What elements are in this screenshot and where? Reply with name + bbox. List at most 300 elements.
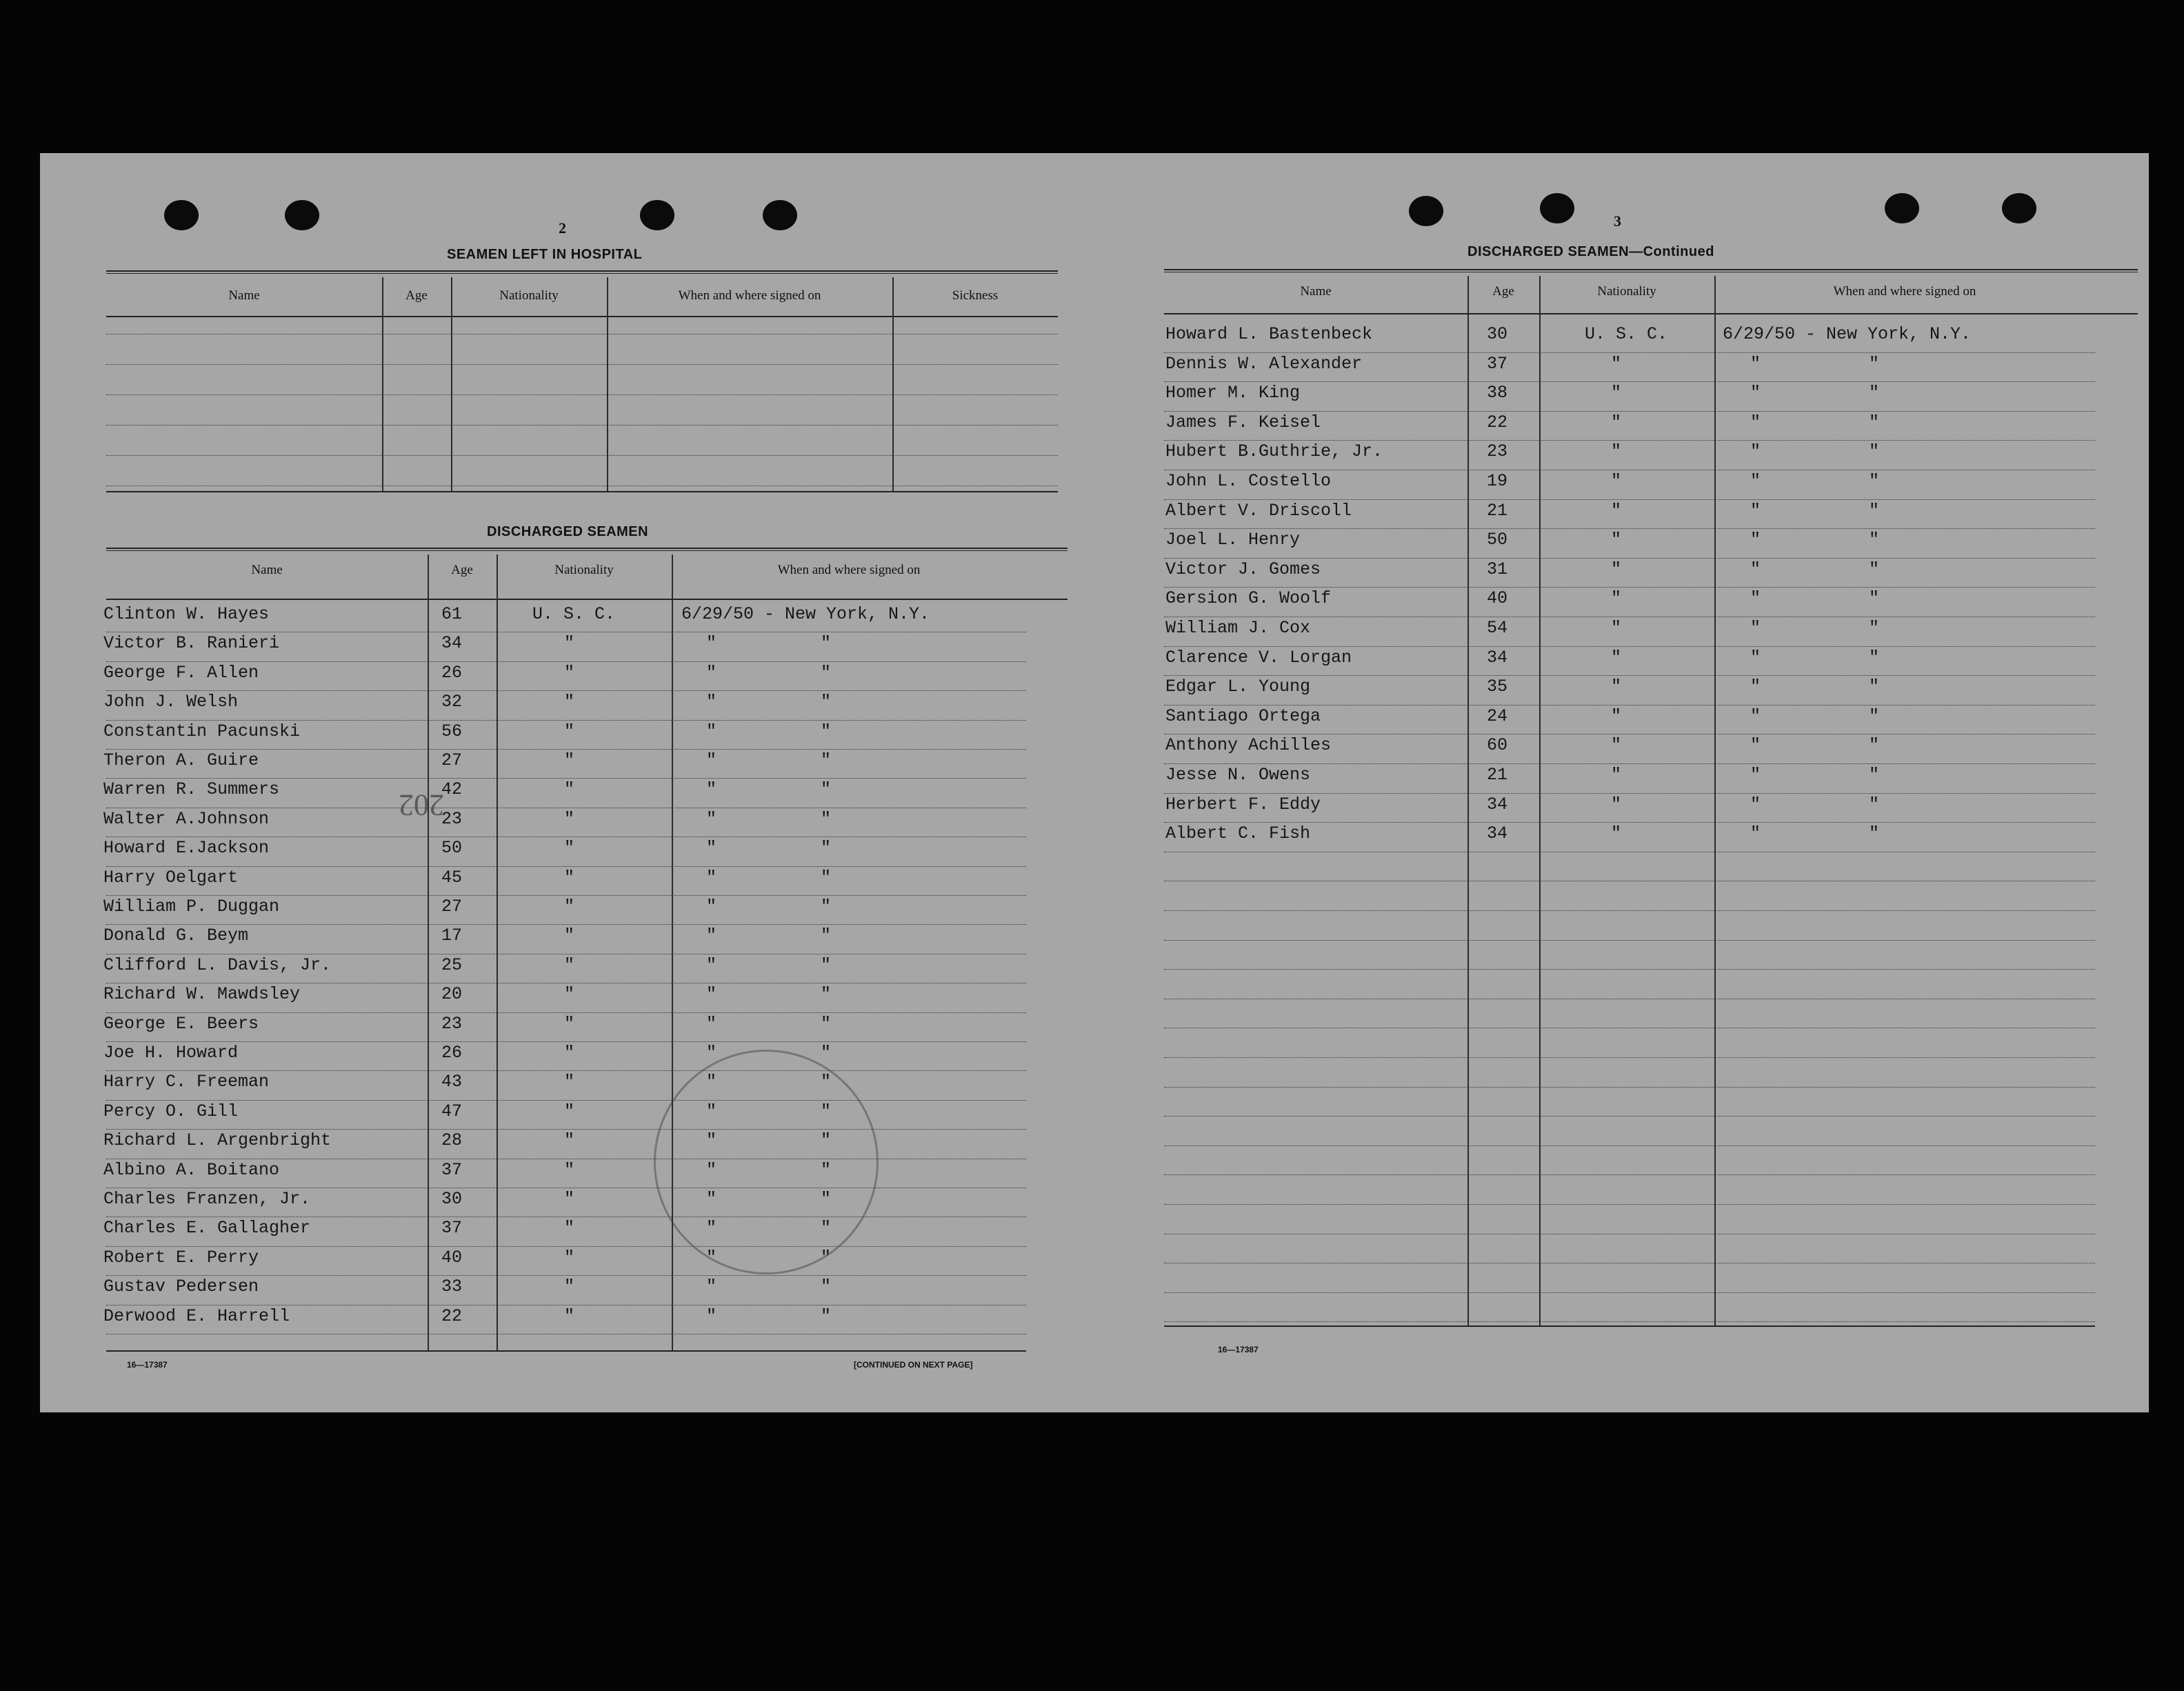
signed-on-place: " [1869, 471, 1880, 491]
signed-on: " [1750, 500, 1761, 521]
seaman-name: Howard L. Bastenbeck [1165, 324, 1373, 344]
seaman-age: 23 [441, 1013, 463, 1034]
row-line [106, 394, 1058, 395]
column-divider [672, 554, 673, 1350]
signed-on-place: " [821, 1218, 832, 1239]
seaman-name: Charles E. Gallagher [103, 1218, 311, 1239]
seaman-name: Dennis W. Alexander [1165, 353, 1363, 374]
page-number: 3 [1614, 212, 1621, 230]
signed-on: " [1750, 353, 1761, 374]
seaman-age: 50 [1487, 530, 1508, 550]
seaman-nationality: " [1611, 823, 1622, 844]
row-line [106, 924, 1026, 925]
seaman-age: 42 [441, 779, 463, 800]
signed-on-place: " [821, 779, 832, 800]
seaman-name: John J. Welsh [103, 692, 239, 712]
seaman-nationality: " [1611, 588, 1622, 609]
signed-on-place: " [821, 808, 832, 829]
seaman-age: 61 [441, 604, 463, 624]
signed-on: " [1750, 412, 1761, 432]
seaman-name: Albino A. Boitano [103, 1159, 280, 1180]
seaman-age: 50 [441, 838, 463, 859]
seaman-name: Clifford L. Davis, Jr. [103, 954, 332, 975]
seaman-name: Victor B. Ranieri [103, 633, 280, 654]
table-bottom-rule [106, 1350, 1026, 1352]
table-bottom-rule [1164, 1325, 2095, 1327]
signed-on-place: " [821, 721, 832, 741]
table-bottom-rule [106, 491, 1058, 492]
seaman-name: Percy O. Gill [103, 1101, 239, 1121]
seaman-age: 27 [441, 750, 463, 770]
seaman-name: Gustav Pedersen [103, 1277, 259, 1297]
seaman-nationality: " [1611, 559, 1622, 579]
row-line [106, 720, 1026, 721]
signed-on: " [706, 1101, 717, 1121]
column-header-age: Age [1492, 284, 1514, 299]
seaman-name: Albert V. Driscoll [1165, 500, 1352, 521]
seaman-age: 38 [1487, 383, 1508, 403]
seaman-nationality: U. S. C. [532, 604, 616, 624]
signed-on-place: " [821, 692, 832, 712]
signed-on-place: " [1869, 588, 1880, 609]
seaman-name: Joel L. Henry [1165, 530, 1301, 550]
seaman-nationality: " [564, 925, 575, 946]
seaman-name: Howard E.Jackson [103, 838, 270, 859]
seaman-name: Homer M. King [1165, 383, 1301, 403]
signed-on: " [706, 1189, 717, 1209]
column-header-name: Name [228, 288, 260, 303]
signed-on: " [1750, 618, 1761, 638]
seaman-name: Clarence V. Lorgan [1165, 647, 1352, 668]
row-line [106, 1129, 1026, 1130]
seaman-age: 37 [1487, 353, 1508, 374]
seaman-age: 40 [1487, 588, 1508, 609]
signed-on: " [1750, 530, 1761, 550]
signed-on-place: " [821, 954, 832, 975]
row-line [1164, 1174, 2095, 1175]
stamp-number: 202 [399, 788, 444, 822]
signed-on: " [706, 692, 717, 712]
signed-on-place: " [821, 984, 832, 1005]
column-header-when-where: When and where signed on [1833, 284, 1976, 299]
seaman-nationality: " [564, 867, 575, 888]
seaman-age: 22 [441, 1305, 463, 1326]
row-line [1164, 1145, 2095, 1146]
seaman-age: 33 [441, 1277, 463, 1297]
seaman-age: 21 [1487, 500, 1508, 521]
seaman-name: Harry C. Freeman [103, 1072, 270, 1092]
seaman-age: 31 [1487, 559, 1508, 579]
signed-on-place: " [1869, 383, 1880, 403]
signed-on: " [706, 1072, 717, 1092]
column-divider [1539, 276, 1541, 1325]
page-number: 2 [559, 219, 566, 237]
seaman-nationality: " [564, 779, 575, 800]
signed-on: " [706, 1218, 717, 1239]
signed-on: " [1750, 383, 1761, 403]
column-header-nationality: Nationality [1597, 284, 1656, 299]
row-line [1164, 1321, 2095, 1322]
column-divider [451, 277, 452, 491]
seaman-nationality: " [564, 1218, 575, 1239]
seaman-nationality: " [564, 954, 575, 975]
postmark-stamp [654, 1050, 879, 1274]
signed-on-place: " [1869, 530, 1880, 550]
row-line [106, 1100, 1026, 1101]
seaman-nationality: " [564, 662, 575, 683]
column-divider [497, 554, 498, 1350]
row-line [106, 455, 1058, 456]
signed-on: " [706, 1043, 717, 1063]
discharged-section-title: DISCHARGED SEAMEN [487, 524, 649, 539]
seaman-nationality: " [1611, 383, 1622, 403]
seaman-nationality: " [1611, 441, 1622, 462]
seaman-age: 24 [1487, 706, 1508, 726]
signed-on-place: " [1869, 794, 1880, 814]
row-line [106, 749, 1026, 750]
column-header-sickness: Sickness [952, 288, 999, 303]
header-rule [106, 270, 1058, 274]
row-line [106, 866, 1026, 867]
signed-on-place: " [821, 897, 832, 917]
seaman-name: Richard L. Argenbright [103, 1130, 332, 1151]
signed-on: " [706, 1277, 717, 1297]
signed-on-place: " [1869, 647, 1880, 668]
seaman-age: 34 [441, 633, 463, 654]
seaman-nationality: " [1611, 647, 1622, 668]
signed-on: " [706, 1130, 717, 1151]
signed-on: " [706, 925, 717, 946]
signed-on-place: " [821, 867, 832, 888]
seaman-name: William P. Duggan [103, 897, 280, 917]
signed-on-place: " [1869, 677, 1880, 697]
signed-on: " [1750, 706, 1761, 726]
signed-on: " [706, 838, 717, 859]
signed-on-place: " [821, 925, 832, 946]
signed-on: " [706, 897, 717, 917]
hospital-section-title: SEAMEN LEFT IN HOSPITAL [447, 247, 643, 262]
signed-on: " [706, 867, 717, 888]
seaman-name: Hubert B.Guthrie, Jr. [1165, 441, 1383, 462]
seaman-age: 32 [441, 692, 463, 712]
row-line [1164, 1087, 2095, 1088]
seaman-age: 23 [1487, 441, 1508, 462]
seaman-nationality: " [564, 984, 575, 1005]
column-header-nationality: Nationality [554, 563, 614, 577]
seaman-nationality: " [564, 1247, 575, 1268]
row-line [1164, 969, 2095, 970]
seaman-name: William J. Cox [1165, 618, 1311, 638]
header-bottom-rule [1164, 313, 2138, 314]
seaman-nationality: " [1611, 471, 1622, 491]
form-number: 16—17387 [1218, 1345, 1259, 1354]
row-line [106, 661, 1026, 662]
column-header-name: Name [251, 563, 283, 577]
seaman-name: Harry Oelgart [103, 867, 239, 888]
seaman-nationality: " [564, 721, 575, 741]
seaman-nationality: " [1611, 765, 1622, 785]
signed-on-place: " [821, 1043, 832, 1063]
row-line [1164, 352, 2095, 353]
seaman-age: 43 [441, 1072, 463, 1092]
seaman-age: 60 [1487, 735, 1508, 756]
seaman-age: 20 [441, 984, 463, 1005]
row-line [106, 364, 1058, 365]
signed-on-place: " [821, 1189, 832, 1209]
seaman-age: 35 [1487, 677, 1508, 697]
signed-on: " [1750, 823, 1761, 844]
seaman-name: John L. Costello [1165, 471, 1332, 491]
row-line [1164, 587, 2095, 588]
seaman-nationality: " [564, 692, 575, 712]
continued-note: [CONTINUED ON NEXT PAGE] [854, 1360, 973, 1370]
row-line [1164, 1116, 2095, 1117]
signed-on: " [706, 633, 717, 654]
column-header-name: Name [1300, 284, 1332, 299]
signed-on-place: " [821, 1072, 832, 1092]
seaman-age: 34 [1487, 823, 1508, 844]
seaman-name: Anthony Achilles [1165, 735, 1332, 756]
signed-on: " [706, 984, 717, 1005]
seaman-name: George E. Beers [103, 1013, 259, 1034]
column-divider [428, 554, 429, 1350]
seaman-age: 54 [1487, 618, 1508, 638]
seaman-age: 56 [441, 721, 463, 741]
row-line [1164, 558, 2095, 559]
seaman-nationality: " [1611, 735, 1622, 756]
seaman-nationality: " [564, 750, 575, 770]
discharged-continued-title: DISCHARGED SEAMEN—Continued [1467, 244, 1714, 259]
row-line [106, 1041, 1026, 1042]
signed-on: 6/29/50 - New York, N.Y. [1723, 324, 1972, 344]
seaman-name: Joe H. Howard [103, 1043, 239, 1063]
header-rule [1164, 269, 2138, 272]
row-line [106, 1246, 1026, 1247]
seaman-age: 17 [441, 925, 463, 946]
row-line [106, 895, 1026, 896]
seaman-nationality: " [1611, 530, 1622, 550]
seaman-age: 22 [1487, 412, 1508, 432]
signed-on: " [1750, 677, 1761, 697]
seaman-name: Constantin Pacunski [103, 721, 301, 741]
seaman-nationality: " [1611, 500, 1622, 521]
seaman-name: Donald G. Beym [103, 925, 249, 946]
signed-on-place: " [1869, 735, 1880, 756]
seaman-name: George F. Allen [103, 662, 259, 683]
signed-on-place: " [1869, 618, 1880, 638]
column-header-when-where: When and where signed on [678, 288, 821, 303]
document-sheet [40, 153, 2149, 1412]
seaman-age: 25 [441, 954, 463, 975]
seaman-nationality: " [1611, 706, 1622, 726]
seaman-name: James F. Keisel [1165, 412, 1321, 432]
row-line [1164, 1057, 2095, 1058]
row-line [1164, 910, 2095, 911]
signed-on: " [706, 662, 717, 683]
signed-on-place: " [1869, 412, 1880, 432]
seaman-age: 30 [441, 1189, 463, 1209]
seaman-name: Derwood E. Harrell [103, 1305, 290, 1326]
signed-on-place: " [821, 750, 832, 770]
seaman-nationality: " [564, 1130, 575, 1151]
row-line [1164, 646, 2095, 647]
signed-on: " [1750, 765, 1761, 785]
row-line [1164, 705, 2095, 706]
signed-on: " [1750, 588, 1761, 609]
seaman-name: Santiago Ortega [1165, 706, 1321, 726]
column-header-when-where: When and where signed on [777, 563, 921, 577]
row-line [1164, 940, 2095, 941]
seaman-nationality: " [564, 1013, 575, 1034]
signed-on: " [706, 1247, 717, 1268]
seaman-age: 30 [1487, 324, 1508, 344]
header-bottom-rule [106, 316, 1058, 317]
signed-on-place: " [1869, 559, 1880, 579]
signed-on-place: " [821, 1247, 832, 1268]
signed-on-place: " [821, 1101, 832, 1121]
seaman-name: Albert C. Fish [1165, 823, 1311, 844]
seaman-nationality: " [564, 1101, 575, 1121]
signed-on-place: " [1869, 823, 1880, 844]
signed-on: " [1750, 471, 1761, 491]
seaman-age: 34 [1487, 794, 1508, 814]
seaman-age: 27 [441, 897, 463, 917]
signed-on: " [706, 1305, 717, 1326]
header-rule [106, 548, 1068, 551]
row-line [1164, 528, 2095, 529]
seaman-name: Charles Franzen, Jr. [103, 1189, 311, 1209]
signed-on: " [706, 1159, 717, 1180]
seaman-name: Warren R. Summers [103, 779, 280, 800]
column-divider [607, 277, 608, 491]
signed-on-place: " [1869, 353, 1880, 374]
seaman-name: Victor J. Gomes [1165, 559, 1321, 579]
left-page [40, 153, 1088, 1412]
row-line [1164, 675, 2095, 676]
row-line [106, 1070, 1026, 1071]
seaman-nationality: " [564, 838, 575, 859]
seaman-name: Clinton W. Hayes [103, 604, 270, 624]
signed-on: " [1750, 735, 1761, 756]
signed-on-place: " [821, 1130, 832, 1151]
signed-on: " [706, 1013, 717, 1034]
signed-on: " [706, 808, 717, 829]
row-line [106, 690, 1026, 691]
seaman-nationality: " [564, 808, 575, 829]
signed-on-place: " [821, 1277, 832, 1297]
signed-on: 6/29/50 - New York, N.Y. [681, 604, 930, 624]
row-line [1164, 1292, 2095, 1293]
row-line [106, 1012, 1026, 1013]
seaman-name: Gersion G. Woolf [1165, 588, 1332, 609]
seaman-nationality: " [564, 1043, 575, 1063]
seaman-age: 19 [1487, 471, 1508, 491]
seaman-nationality: " [1611, 412, 1622, 432]
seaman-nationality: " [1611, 677, 1622, 697]
row-line [106, 425, 1058, 426]
signed-on: " [1750, 794, 1761, 814]
seaman-nationality: " [564, 1305, 575, 1326]
signed-on-place: " [821, 1159, 832, 1180]
header-bottom-rule [106, 599, 1068, 600]
seaman-nationality: " [564, 1159, 575, 1180]
signed-on-place: " [821, 633, 832, 654]
signed-on-place: " [1869, 706, 1880, 726]
signed-on-place: " [1869, 500, 1880, 521]
signed-on-place: " [821, 1013, 832, 1034]
row-line [1164, 763, 2095, 764]
row-line [1164, 499, 2095, 500]
signed-on: " [1750, 441, 1761, 462]
seaman-age: 40 [441, 1247, 463, 1268]
form-number: 16—17387 [127, 1360, 168, 1370]
seaman-age: 28 [441, 1130, 463, 1151]
row-line [1164, 440, 2095, 441]
column-divider [382, 277, 383, 491]
seaman-nationality: " [1611, 794, 1622, 814]
seaman-name: Jesse N. Owens [1165, 765, 1311, 785]
signed-on: " [706, 721, 717, 741]
signed-on-place: " [821, 662, 832, 683]
seaman-name: Herbert F. Eddy [1165, 794, 1321, 814]
signed-on-place: " [1869, 765, 1880, 785]
seaman-nationality: " [564, 897, 575, 917]
signed-on: " [706, 779, 717, 800]
seaman-nationality: " [564, 1072, 575, 1092]
row-line [1164, 381, 2095, 382]
seaman-name: Walter A.Johnson [103, 808, 270, 829]
seaman-age: 21 [1487, 765, 1508, 785]
column-header-age: Age [405, 288, 428, 303]
signed-on-place: " [1869, 441, 1880, 462]
seaman-nationality: " [564, 633, 575, 654]
seaman-nationality: " [564, 1277, 575, 1297]
right-page [1102, 153, 2149, 1412]
seaman-age: 34 [1487, 647, 1508, 668]
seaman-nationality: " [1611, 353, 1622, 374]
row-line [1164, 1204, 2095, 1205]
seaman-age: 26 [441, 1043, 463, 1063]
seaman-age: 45 [441, 867, 463, 888]
row-line [106, 778, 1026, 779]
signed-on: " [1750, 559, 1761, 579]
column-header-age: Age [451, 563, 473, 577]
column-divider [1714, 276, 1716, 1325]
signed-on: " [1750, 647, 1761, 668]
seaman-age: 26 [441, 662, 463, 683]
seaman-age: 47 [441, 1101, 463, 1121]
seaman-age: 37 [441, 1159, 463, 1180]
row-line [106, 1275, 1026, 1276]
seaman-name: Robert E. Perry [103, 1247, 259, 1268]
seaman-age: 23 [441, 808, 463, 829]
row-line [1164, 793, 2095, 794]
seaman-nationality: U. S. C. [1585, 324, 1668, 344]
seaman-name: Edgar L. Young [1165, 677, 1311, 697]
signed-on: " [706, 750, 717, 770]
seaman-nationality: " [564, 1189, 575, 1209]
row-line [1164, 411, 2095, 412]
column-header-nationality: Nationality [499, 288, 559, 303]
seaman-nationality: " [1611, 618, 1622, 638]
row-line [1164, 822, 2095, 823]
signed-on: " [706, 954, 717, 975]
column-divider [1467, 276, 1469, 1325]
column-divider [892, 277, 894, 491]
seaman-name: Richard W. Mawdsley [103, 984, 301, 1005]
signed-on-place: " [821, 1305, 832, 1326]
seaman-age: 37 [441, 1218, 463, 1239]
